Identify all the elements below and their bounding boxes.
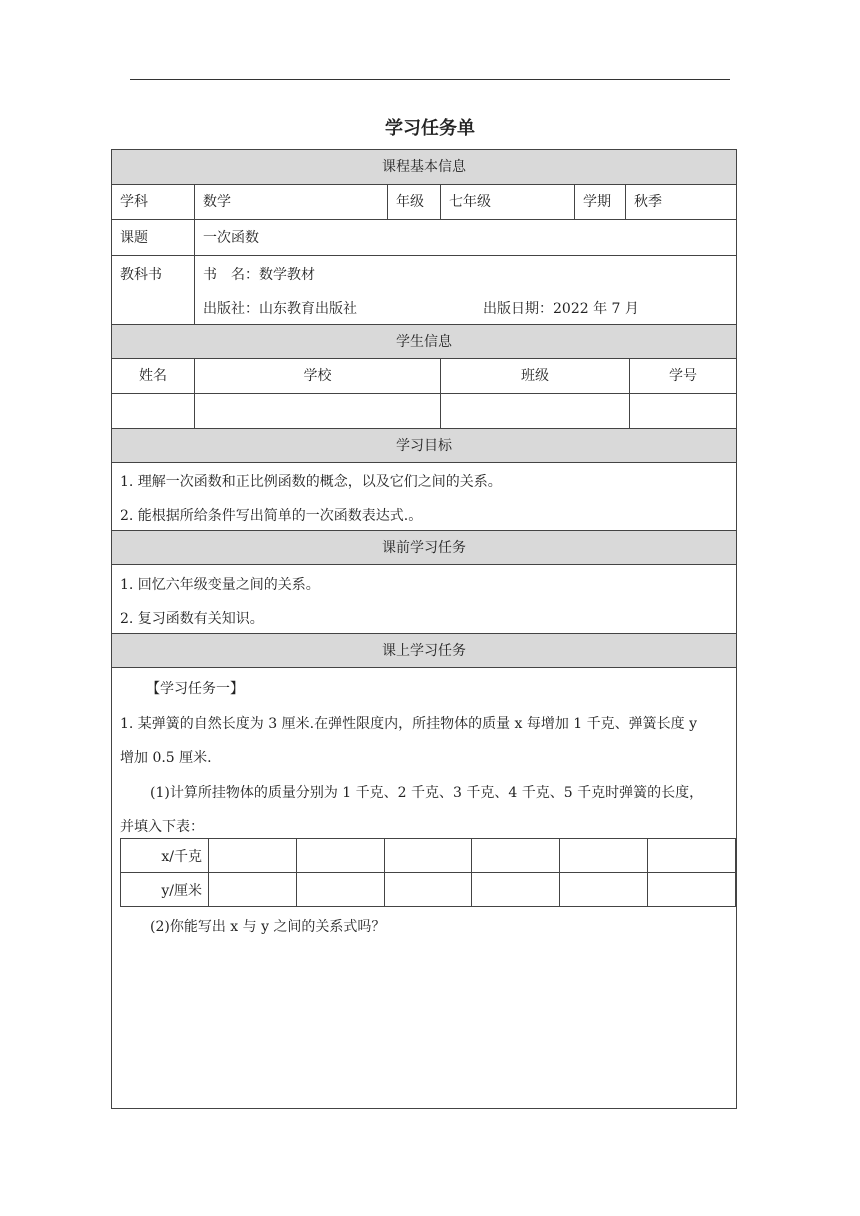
- spring-length-table: [120, 838, 736, 907]
- student-id-field[interactable]: [629, 394, 736, 428]
- objectives-body: [112, 463, 736, 531]
- student-school-field[interactable]: [194, 394, 440, 428]
- problem-line-1: 1. 某弹簧的自然长度为 3 厘米.在弹性限度内，所挂物体的质量 x 每增加 1 千克、弹簧长度 y: [120, 716, 698, 732]
- table-cell[interactable]: [384, 839, 472, 873]
- student-col-school: 学校: [194, 359, 440, 393]
- grade-value: 七年级: [440, 185, 574, 219]
- publisher: 出版社：山东教育出版社: [203, 301, 357, 317]
- subject-label: 学科: [120, 194, 148, 210]
- question-2: (2)你能写出 x 与 y 之间的关系式吗？: [150, 919, 386, 935]
- course-info-row: [112, 185, 736, 220]
- question-1-line-2: 并填入下表：: [120, 819, 204, 835]
- textbook-label-text: 教科书: [120, 267, 162, 283]
- student-col-id: 学号: [629, 359, 736, 393]
- table-cell[interactable]: [296, 873, 384, 907]
- table-cell[interactable]: [472, 873, 560, 907]
- topic-label: 课题: [120, 230, 148, 246]
- term-value: 秋季: [625, 185, 736, 219]
- table-row: [121, 839, 736, 873]
- student-info-header: 学生信息: [112, 325, 736, 359]
- textbook-row: [112, 256, 736, 325]
- student-columns-row: [112, 359, 736, 394]
- table-row: [121, 873, 736, 907]
- term-label: 学期: [574, 185, 625, 219]
- subject-value: 数学: [194, 185, 387, 219]
- textbook-value: [194, 256, 736, 324]
- table-cell[interactable]: [648, 839, 736, 873]
- textbook-label: [112, 256, 194, 324]
- student-col-name: 姓名: [139, 368, 167, 384]
- pre-task-item: 1. 回忆六年级变量之间的关系。: [120, 577, 320, 593]
- objectives-header: 学习目标: [112, 429, 736, 463]
- topic-value: 一次函数: [194, 220, 736, 255]
- course-info-header: 课程基本信息: [112, 150, 736, 185]
- table-cell[interactable]: [384, 873, 472, 907]
- objective-item: 2. 能根据所给条件写出简单的一次函数表达式.。: [120, 508, 423, 524]
- problem-line-2: 增加 0.5 厘米.: [120, 750, 212, 766]
- student-col-class: 班级: [440, 359, 629, 393]
- header-rule: [130, 79, 730, 80]
- book-name: 书 名：数学教材: [203, 267, 315, 283]
- class-tasks-header: 课上学习任务: [112, 634, 736, 668]
- task-sheet: [111, 149, 737, 1109]
- objective-item: 1. 理解一次函数和正比例函数的概念，以及它们之间的关系。: [120, 474, 502, 490]
- table-cell[interactable]: [209, 839, 297, 873]
- task-one-title: 【学习任务一】: [146, 681, 244, 697]
- pre-tasks-body: [112, 565, 736, 634]
- student-blank-row: [112, 394, 736, 429]
- table-cell[interactable]: [209, 873, 297, 907]
- publication-date: 出版日期：2022 年 7 月: [483, 301, 639, 317]
- topic-row: [112, 220, 736, 256]
- page-title: 学习任务单: [385, 118, 475, 139]
- length-row-label: y/厘米: [121, 873, 209, 907]
- question-1-line-1: (1)计算所挂物体的质量分别为 1 千克、2 千克、3 千克、4 千克、5 千克时弹簧的长度，: [150, 785, 704, 801]
- student-class-field[interactable]: [440, 394, 629, 428]
- student-name-field[interactable]: [112, 394, 194, 428]
- table-cell[interactable]: [472, 839, 560, 873]
- pre-task-item: 2. 复习函数有关知识。: [120, 611, 264, 627]
- grade-label: 年级: [387, 185, 440, 219]
- table-cell[interactable]: [648, 873, 736, 907]
- table-cell[interactable]: [296, 839, 384, 873]
- table-cell[interactable]: [560, 873, 648, 907]
- pre-tasks-header: 课前学习任务: [112, 531, 736, 565]
- mass-row-label: x/千克: [121, 839, 209, 873]
- table-cell[interactable]: [560, 839, 648, 873]
